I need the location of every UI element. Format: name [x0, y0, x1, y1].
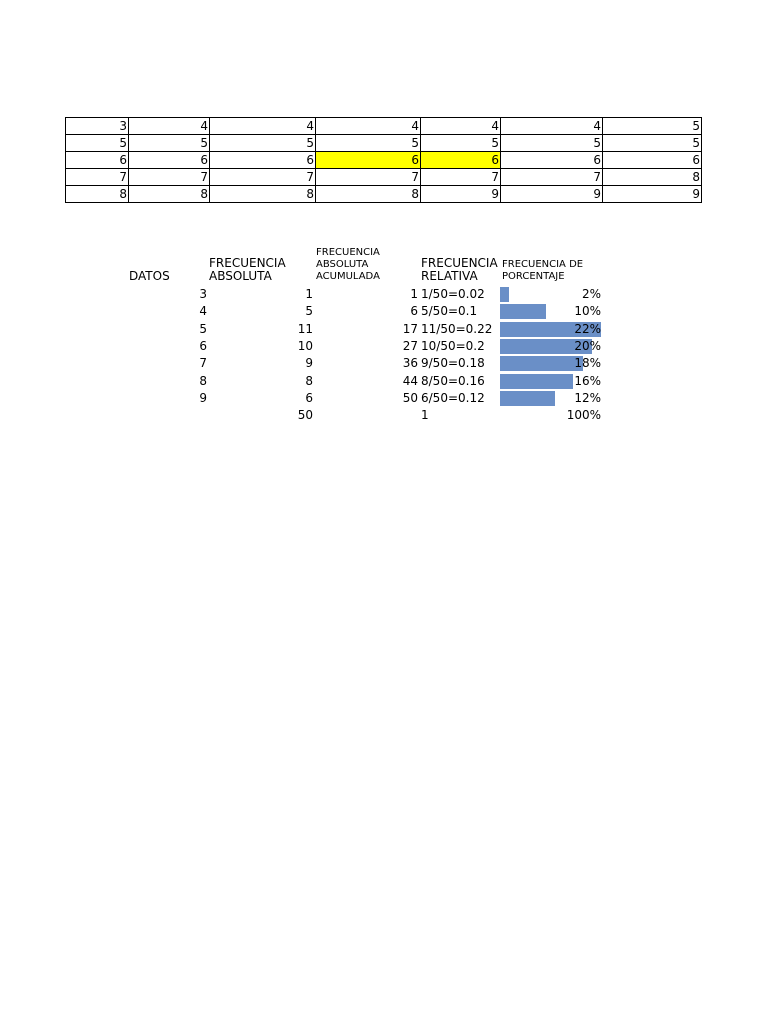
cell-dato: 5 — [199, 321, 207, 336]
grid-cell: 8 — [210, 186, 316, 203]
grid-cell: 6 — [66, 152, 129, 169]
cell-dato: 7 — [199, 356, 207, 371]
grid-cell: 4 — [210, 118, 316, 135]
grid-cell: 5 — [210, 135, 316, 152]
grid-row — [66, 152, 702, 169]
cell-acumulada: 17 — [402, 321, 418, 336]
grid-cell: 4 — [421, 118, 501, 135]
total-relativa: 1 — [421, 408, 429, 422]
cell-porcentaje: 22% — [574, 321, 601, 336]
grid-row — [66, 186, 702, 203]
header-frecuencia-relativa: FRECUENCIA RELATIVA — [421, 256, 498, 283]
header-frecuencia-absoluta: FRECUENCIA ABSOLUTA — [209, 256, 286, 283]
grid-cell: 3 — [66, 118, 129, 135]
grid-cell: 7 — [210, 169, 316, 186]
cell-dato: 8 — [199, 373, 207, 388]
data-grid — [65, 117, 702, 203]
cell-acumulada: 27 — [402, 338, 418, 353]
cell-relativa: 9/50=0.18 — [421, 356, 485, 371]
total-porcentaje: 100% — [566, 408, 601, 422]
cell-acumulada: 44 — [402, 373, 418, 388]
header-frecuencia-porcentaje: FRECUENCIA DE PORCENTAJE — [502, 259, 584, 282]
grid-cell: 9 — [603, 186, 702, 203]
grid-cell: 6 — [316, 152, 421, 169]
header-datos: DATOS — [129, 269, 170, 283]
cell-absoluta: 9 — [305, 356, 313, 371]
grid-cell: 8 — [66, 186, 129, 203]
cell-relativa: 8/50=0.16 — [421, 373, 485, 388]
grid-cell: 4 — [316, 118, 421, 135]
grid-row — [66, 118, 702, 135]
cell-dato: 9 — [199, 390, 207, 405]
grid-cell: 5 — [603, 118, 702, 135]
cell-porcentaje: 16% — [574, 373, 601, 388]
cell-relativa: 1/50=0.02 — [421, 287, 485, 301]
grid-cell: 4 — [501, 118, 603, 135]
grid-cell: 5 — [603, 135, 702, 152]
cell-absoluta: 5 — [305, 304, 313, 319]
grid-row — [66, 169, 702, 186]
grid-cell: 6 — [501, 152, 603, 169]
header-frecuencia-acumulada: FRECUENCIA ABSOLUTA ACUMULADA — [316, 247, 380, 282]
grid-cell: 5 — [66, 135, 129, 152]
cell-dato: 6 — [199, 338, 207, 353]
cell-absoluta: 1 — [305, 287, 313, 301]
total-absoluta: 50 — [297, 408, 313, 422]
cell-relativa: 5/50=0.1 — [421, 304, 478, 319]
cell-porcentaje: 12% — [574, 390, 601, 405]
cell-porcentaje: 18% — [574, 356, 601, 371]
grid-cell: 6 — [421, 152, 501, 169]
grid-cell: 4 — [129, 118, 210, 135]
grid-cell: 7 — [66, 169, 129, 186]
cell-acumulada: 36 — [402, 356, 418, 371]
grid-cell: 5 — [501, 135, 603, 152]
grid-cell: 5 — [421, 135, 501, 152]
cell-acumulada: 6 — [410, 304, 418, 319]
cell-acumulada: 50 — [402, 390, 418, 405]
grid-cell: 9 — [501, 186, 603, 203]
cell-dato: 4 — [199, 304, 207, 319]
cell-porcentaje: 2% — [581, 287, 601, 301]
grid-cell: 8 — [603, 169, 702, 186]
grid-cell: 7 — [316, 169, 421, 186]
cell-acumulada: 1 — [410, 287, 418, 301]
grid-row — [66, 135, 702, 152]
grid-cell: 6 — [603, 152, 702, 169]
grid-cell: 7 — [421, 169, 501, 186]
grid-cell: 6 — [129, 152, 210, 169]
cell-absoluta: 6 — [305, 390, 313, 405]
cell-absoluta: 8 — [305, 373, 313, 388]
percentage-bar — [500, 287, 509, 302]
cell-relativa: 11/50=0.22 — [421, 321, 493, 336]
grid-cell: 5 — [316, 135, 421, 152]
grid-cell: 9 — [421, 186, 501, 203]
cell-porcentaje: 20% — [574, 338, 601, 353]
grid-cell: 8 — [129, 186, 210, 203]
grid-cell: 8 — [316, 186, 421, 203]
grid-cell: 7 — [501, 169, 603, 186]
cell-absoluta: 10 — [297, 338, 313, 353]
cell-absoluta: 11 — [297, 321, 313, 336]
cell-dato: 3 — [199, 287, 207, 301]
grid-cell: 7 — [129, 169, 210, 186]
cell-porcentaje: 10% — [574, 304, 601, 319]
cell-relativa: 6/50=0.12 — [421, 390, 485, 405]
cell-relativa: 10/50=0.2 — [421, 338, 485, 353]
grid-cell: 6 — [210, 152, 316, 169]
grid-cell: 5 — [129, 135, 210, 152]
